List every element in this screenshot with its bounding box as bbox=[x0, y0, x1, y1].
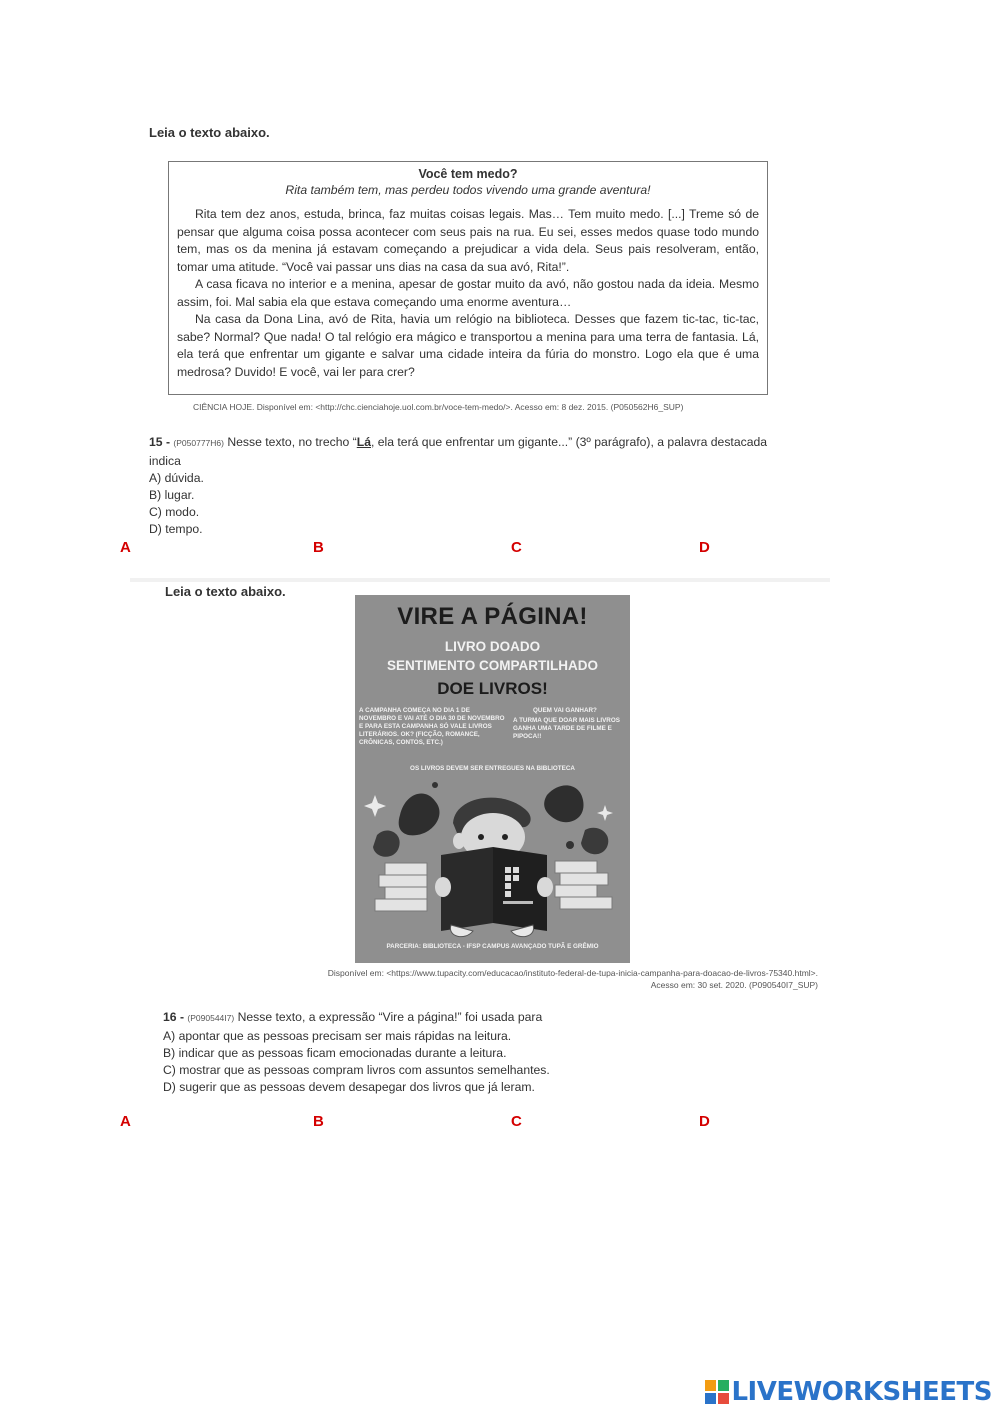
question-code: (P090544I7) bbox=[187, 1013, 235, 1023]
poster-campaign-text: A CAMPANHA COMEÇA NO DIA 1 DE NOVEMBRO E VAI ATÉ O DIA 30 DE NOVEMBRO E PARA ESTA CAMPANHA SÓ VALE LIVROS LITERÁRIOS. OK? (FICÇÃO, ROMANCE, CRÔNICAS, CONTOS, ETC.) bbox=[359, 707, 505, 746]
section-divider bbox=[130, 578, 830, 582]
answer-button-d[interactable]: D bbox=[699, 539, 710, 556]
option-d: D) sugerir que as pessoas devem desapegar dos livros que já leram. bbox=[163, 1080, 535, 1094]
poster-prize-text: A TURMA QUE DOAR MAIS LIVROS GANHA UMA TARDE DE FILME E PIPOCA!! bbox=[513, 717, 620, 740]
story-source: CIÊNCIA HOJE. Disponível em: <http://chc.cienciahoje.uol.com.br/voce-tem-medo/>. Acesso em: 8 dez. 2015. (P050562H6_SUP) bbox=[193, 402, 684, 412]
reading-child-illustration bbox=[355, 775, 630, 945]
poster-source-line-1: Disponível em: <https://www.tupacity.com/educacao/instituto-federal-de-tupa-inicia-campanha-para-doacao-de-livros-75340.html>. bbox=[327, 968, 818, 978]
answer-button-c[interactable]: C bbox=[511, 1113, 522, 1130]
story-box bbox=[168, 161, 768, 395]
answer-button-d[interactable]: D bbox=[699, 1113, 710, 1130]
logo-text: LIVEWORKSHEETS bbox=[731, 1377, 992, 1407]
question-number: 15 - bbox=[149, 435, 171, 449]
option-b: B) lugar. bbox=[149, 488, 195, 502]
question-text-part: , ela terá que enfrentar um gigante...” (3º parágrafo), a palavra destacada indica bbox=[149, 435, 768, 468]
poster-line-2: SENTIMENTO COMPARTILHADO bbox=[387, 658, 598, 673]
story-paragraph-2: A casa ficava no interior e a menina, apesar de gostar muito da avó, não gostou nada da ideia. Mesmo assim, foi. Mal sabia ela que estava começando uma enorme aventura… bbox=[177, 277, 759, 309]
highlighted-word: Lá bbox=[356, 435, 371, 449]
story-title: Você tem medo? bbox=[418, 167, 518, 181]
poster-footer: PARCERIA: BIBLIOTECA - IFSP CAMPUS AVANÇADO TUPÃ E GRÊMIO bbox=[386, 943, 599, 950]
answer-button-c[interactable]: C bbox=[511, 539, 522, 556]
story-paragraph-3: Na casa da Dona Lina, avó de Rita, havia um relógio na biblioteca. Desses que fazem tic-tac, tic-tac, sabe? Normal? Que nada! O tal relógio era mágico e transportou a menina para uma terra de fantasia. Lá, ela terá que enfrentar um gigante e salvar uma cidade inteira da fúria do monstro. Logo ela que é uma medrosa? Duvido! E você, vai ler para crer? bbox=[177, 312, 759, 379]
option-b: B) indicar que as pessoas ficam emocionadas durante a leitura. bbox=[163, 1046, 507, 1060]
question-16-stem bbox=[163, 1008, 783, 1027]
answer-button-a[interactable]: A bbox=[120, 1113, 131, 1130]
answer-button-a[interactable]: A bbox=[120, 539, 131, 556]
option-a: A) apontar que as pessoas precisam ser mais rápidas na leitura. bbox=[163, 1029, 512, 1043]
option-c: C) mostrar que as pessoas compram livros com assuntos semelhantes. bbox=[163, 1063, 550, 1077]
lead-text-1: Leia o texto abaixo. bbox=[149, 125, 270, 140]
poster-question: QUEM VAI GANHAR? bbox=[533, 707, 597, 714]
poster-delivery-text: OS LIVROS DEVEM SER ENTREGUES NA BIBLIOTECA bbox=[410, 765, 575, 772]
option-c: C) modo. bbox=[149, 505, 200, 519]
story-paragraph-1: Rita tem dez anos, estuda, brinca, faz muitas coisas legais. Mas… Tem muito medo. [...] Treme só de pensar que alguma coisa possa acontecer com seus pais na rua. Eu sei, esses medos quase todo mundo tem, mas os da menina já estavam começando a prejudicar a vida dela. Seus pais resolveram, então, tomar uma atitude. “Você vai passar uns dias na casa da sua avó, Rita!”. bbox=[177, 207, 759, 274]
question-text-part: Nesse texto, no trecho “ bbox=[223, 435, 357, 449]
question-text: Nesse texto, a expressão “Vire a página!” foi usada para bbox=[234, 1010, 543, 1024]
liveworksheets-logo bbox=[705, 1377, 992, 1407]
poster-source-line-2: Acesso em: 30 set. 2020. (P090540I7_SUP) bbox=[650, 980, 818, 990]
answer-button-b[interactable]: B bbox=[313, 539, 324, 556]
question-15-stem bbox=[149, 433, 789, 470]
question-code: (P050777H6) bbox=[173, 438, 224, 448]
option-d: D) tempo. bbox=[149, 522, 203, 536]
poster-title: VIRE A PÁGINA! bbox=[397, 603, 588, 630]
question-number: 16 - bbox=[163, 1010, 185, 1024]
story-subtitle: Rita também tem, mas perdeu todos vivendo uma grande aventura! bbox=[285, 183, 651, 197]
answer-button-b[interactable]: B bbox=[313, 1113, 324, 1130]
poster-line-1: LIVRO DOADO bbox=[444, 639, 541, 654]
campaign-poster bbox=[355, 595, 630, 963]
poster-line-3: DOE LIVROS! bbox=[437, 679, 548, 698]
liveworksheets-logo-icon bbox=[705, 1380, 729, 1404]
lead-text-2: Leia o texto abaixo. bbox=[165, 584, 286, 599]
option-a: A) dúvida. bbox=[149, 471, 204, 485]
